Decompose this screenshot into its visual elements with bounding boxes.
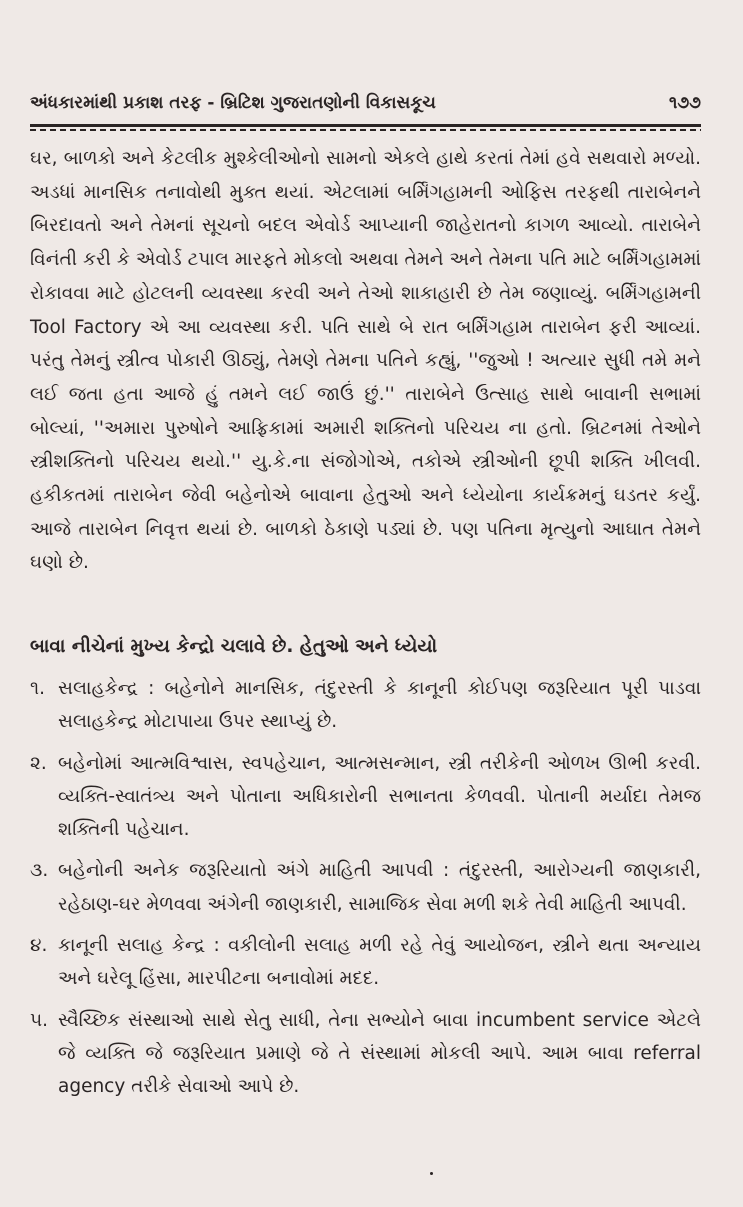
page-header	[30, 86, 701, 120]
list-item	[30, 854, 701, 921]
list-item	[30, 1004, 701, 1104]
list-item-number: ૩.	[30, 860, 49, 882]
list-item-text: બહેનોમાં આત્મવિશ્વાસ, સ્વપહેચાન, આત્મસન્માન, સ્ત્રી તરીકેની ઓળખ ઊભી કરવી. વ્યક્તિ-સ્વાતંત્ર્ય અને પોતાના અધિકારોની સભાનતા કેળવવી. પોતાની મર્યાદા તેમજ શક્તિની પહેચાન.	[58, 752, 701, 841]
list-item	[30, 929, 701, 996]
list-item-number: ૪.	[30, 935, 48, 957]
running-title: અંધકારમાંથી પ્રકાશ તરફ - બ્રિટિશ ગુજરાતણોની વિકાસકૂચ	[30, 93, 436, 113]
section-heading: બાવા નીચેનાં મુખ્ય કેન્દ્રો ચલાવે છે. હેતુઓ અને ધ્યેયો	[30, 636, 438, 657]
list-item	[30, 747, 701, 847]
list-item-number: ૨.	[30, 752, 47, 774]
list-item-text: બહેનોની અનેક જરૂરિયાતો અંગે માહિતી આપવી : તંદુરસ્તી, આરોગ્યની જાણકારી, રહેઠાણ-ઘર મેળવવા અંગેની જાણકારી, સામાજિક સેવા મળી શકે તેવી માહિતી આપવી.	[58, 860, 701, 915]
list-item-number: ૫.	[30, 1009, 49, 1031]
list-item	[30, 672, 701, 739]
list-item-text: સલાહકેન્દ્ર : બહેનોને માનસિક, તંદુરસ્તી કે કાનૂની કોઈપણ જરૂરિયાત પૂરી પાડવા સલાહકેન્દ્ર મોટાપાયા ઉપર સ્થાપ્યું છે.	[58, 678, 701, 733]
centres-list	[30, 672, 701, 1112]
page-number: ૧૭૭	[669, 93, 701, 113]
list-item-text: સ્વૈચ્છિક સંસ્થાઓ સાથે સેતુ સાધી, તેના સભ્યોને બાવા incumbent service એટલે જે વ્યક્તિ જે જરૂરિયાત પ્રમાણે જે તે સંસ્થામાં મોકલી આપે. આમ બાવા referral agency તરીકે સેવાઓ આપે છે.	[58, 1009, 701, 1098]
list-item-number: ૧.	[30, 678, 45, 699]
header-rule	[30, 124, 701, 131]
page-mark	[430, 1172, 433, 1175]
list-item-text: કાનૂની સલાહ કેન્દ્ર : વકીલોની સલાહ મળી રહે તેવું આયોજન, સ્ત્રીને થતા અન્યાય અને ઘરેલૂ હિંસા, મારપીટના બનાવોમાં મદદ.	[58, 935, 701, 990]
body-paragraph-block	[30, 142, 701, 580]
body-paragraph: ઘર, બાળકો અને કેટલીક મુશ્કેલીઓનો સામનો એકલે હાથે કરતાં તેમાં હવે સથવારો મળ્યો. અડધાં માનસિક તનાવોથી મુક્ત થયાં. એટલામાં બર્મિંગહામની ઓફિસ તરફથી તારાબેનને બિરદાવતો અને તેમનાં સૂચનો બદલ એવોર્ડ આપ્યાની જાહેરાતનો કાગળ આવ્યો. તારાબેને વિનંતી કરી કે એવોર્ડ ટપાલ મારફતે મોકલો અથવા તેમને અને તેમના પતિ માટે બર્મિંગહામમાં રોકાવવા માટે હોટલની વ્યવસ્થા કરવી અને તેઓ શાકાહારી છે તેમ જણાવ્યું. બર્મિંગહામની Tool Factory એ આ વ્યવસ્થા કરી. પતિ સાથે બે રાત બર્મિંગહામ તારાબેન ફરી આવ્યાં. પરંતુ તેમનું સ્ત્રીત્વ પોકારી ઊઠ્યું, તેમણે તેમના પતિને કહ્યું, ''જુઓ ! અત્યાર સુધી તમે મને લઈ જતા હતા આજે હું તમને લઈ જાઉં છું.'' તારાબેને ઉત્સાહ સાથે બાવાની સભામાં બોલ્યાં, ''અમારા પુરુષોને આફ્રિકામાં અમારી શક્તિનો પરિચય ના હતો. બ્રિટનમાં તેઓને સ્ત્રીશક્તિનો પરિચય થયો.'' યુ.કે.ના સંજોગોએ, તકોએ સ્ત્રીઓની છૂપી શક્તિ ખીલવી. હકીકતમાં તારાબેન જેવી બહેનોએ બાવાના હેતુઓ અને ધ્યેયોના કાર્યક્રમનું ઘડતર કર્યું. આજે તારાબેન નિવૃત્ત થયાં છે. બાળકો ઠેકાણે પડ્યાં છે. પણ પતિના મૃત્યુનો આઘાત તેમને ઘણો છે.	[30, 148, 701, 574]
